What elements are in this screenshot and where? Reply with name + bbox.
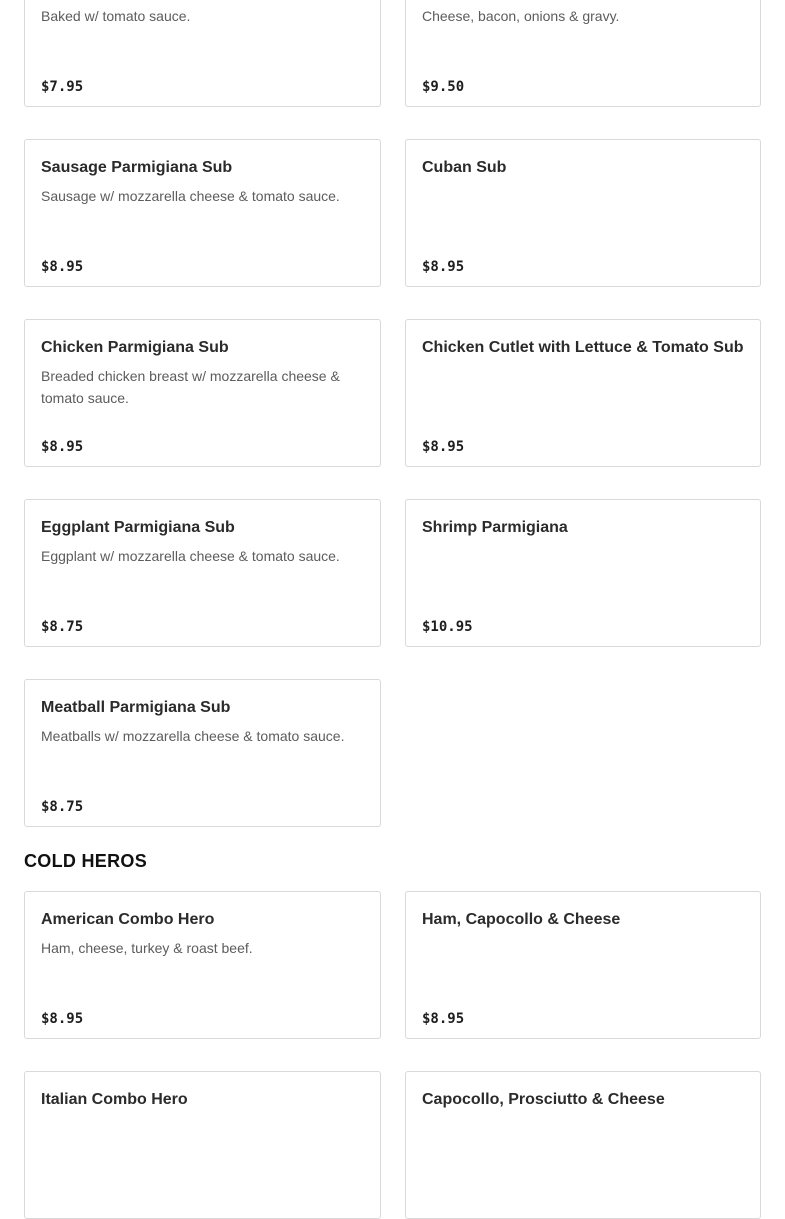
item-description: Ham, cheese, turkey & roast beef.: [41, 940, 253, 956]
item-price: $8.75: [41, 619, 84, 635]
item-price: $8.75: [41, 799, 84, 815]
item-name: Shrimp Parmigiana: [422, 519, 568, 536]
item-price: $10.95: [422, 619, 473, 635]
item-price: $8.95: [422, 439, 465, 455]
item-price: $7.95: [41, 79, 84, 95]
item-name: Chicken Cutlet with Lettuce & Tomato Sub: [422, 339, 744, 356]
item-name: Meatball Parmigiana Sub: [41, 699, 231, 716]
item-description: Breaded chicken breast w/ mozzarella cheese & tomato sauce.: [41, 368, 340, 406]
item-price: $8.95: [422, 1011, 465, 1027]
item-name: Ham, Capocollo & Cheese: [422, 911, 621, 928]
menu-item-card[interactable]: [405, 319, 761, 467]
menu-item-card[interactable]: [24, 499, 381, 647]
item-description: Baked w/ tomato sauce.: [41, 8, 191, 24]
item-price: $8.95: [41, 439, 84, 455]
menu-item-card[interactable]: [405, 139, 761, 287]
item-price: $8.95: [422, 259, 465, 275]
menu-item-card[interactable]: [405, 499, 761, 647]
item-name: Capocollo, Prosciutto & Cheese: [422, 1091, 665, 1108]
item-price: $9.50: [422, 79, 465, 95]
item-name: Cuban Sub: [422, 159, 507, 176]
menu-item-card[interactable]: [24, 319, 381, 467]
menu-item-card[interactable]: [24, 679, 381, 827]
item-price: $8.95: [41, 1011, 84, 1027]
menu-item-card[interactable]: [405, 891, 761, 1039]
item-name: Sausage Parmigiana Sub: [41, 159, 233, 176]
menu-item-card[interactable]: [24, 1071, 381, 1219]
menu-item-card[interactable]: [405, 1071, 761, 1219]
item-name: Chicken Parmigiana Sub: [41, 339, 229, 356]
menu-item-card[interactable]: [24, 139, 381, 287]
item-name: Italian Combo Hero: [41, 1091, 188, 1108]
menu-item-card[interactable]: [24, 891, 381, 1039]
item-description: Eggplant w/ mozzarella cheese & tomato sauce.: [41, 548, 340, 564]
item-description: Meatballs w/ mozzarella cheese & tomato sauce.: [41, 728, 345, 744]
item-description: Cheese, bacon, onions & gravy.: [422, 8, 620, 24]
item-name: American Combo Hero: [41, 911, 215, 928]
item-description: Sausage w/ mozzarella cheese & tomato sauce.: [41, 188, 340, 204]
section-title-cold-heros: COLD HEROS: [24, 851, 148, 871]
menu-item-card[interactable]: [405, 0, 761, 107]
menu-item-card[interactable]: [24, 0, 381, 107]
item-price: $8.95: [41, 259, 84, 275]
item-name: Eggplant Parmigiana Sub: [41, 519, 235, 536]
